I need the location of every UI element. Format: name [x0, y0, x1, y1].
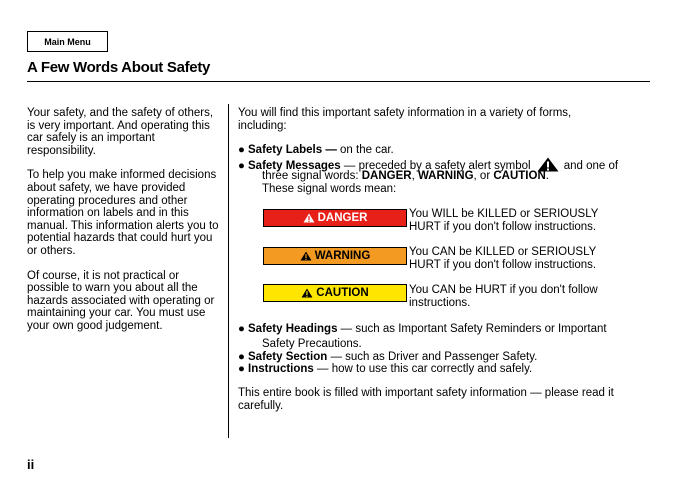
safety-section-term: Safety Section — [248, 351, 328, 363]
safety-headings-term: Safety Headings — [248, 323, 338, 335]
warning-desc-line: HURT if you don't follow instructions. — [409, 258, 597, 271]
page-title: A Few Words About Safety — [27, 59, 211, 76]
left-paragraph: To help you make informed decisions about safety, we have provided operating procedures and other information on labels and in this manual. This information alerts you to potential hazards that could hurt you or others. — [27, 169, 219, 257]
warning-label-text: WARNING — [314, 249, 371, 262]
signal-sep: , or — [473, 170, 494, 182]
closing-text: This entire book is filled with important safety information — please read it carefully. — [238, 387, 614, 412]
warning-desc-line: You CAN be KILLED or SERIOUSLY — [409, 246, 597, 258]
safety-messages-term: Safety Messages — [248, 160, 341, 172]
bullet-icon: ● — [238, 363, 245, 375]
page-number: ii — [27, 457, 35, 472]
safety-section-text: — such as Driver and Passenger Safety. — [327, 351, 538, 363]
instructions-term: Instructions — [248, 363, 314, 375]
warning-description — [409, 246, 629, 271]
title-rule — [27, 81, 650, 82]
instructions-text: — how to use this car correctly and safely. — [313, 363, 533, 375]
signal-sep: , — [411, 170, 418, 182]
safety-messages-tail: and one of — [560, 160, 619, 172]
signal-word-caution: CAUTION — [493, 170, 546, 182]
warning-label — [263, 247, 407, 265]
safety-headings-text2: Safety Precautions. — [262, 338, 362, 350]
bullet-safety-section — [238, 351, 650, 364]
signal-words-mean: These signal words mean: — [262, 183, 397, 195]
caution-description — [409, 284, 629, 309]
column-divider — [228, 104, 229, 438]
danger-description — [409, 208, 629, 233]
danger-alert-icon — [303, 213, 315, 223]
safety-messages-text: — preceded by a safety alert symbol — [340, 160, 531, 172]
signal-word-danger: DANGER — [361, 170, 412, 182]
bullet-icon: ● — [238, 144, 245, 156]
signal-words-line — [262, 170, 652, 183]
caution-alert-icon — [301, 288, 313, 298]
danger-desc-line: You WILL be KILLED or SERIOUSLY — [409, 208, 599, 220]
bullet-icon: ● — [238, 323, 245, 335]
right-column — [238, 107, 650, 412]
bullet-instructions — [238, 363, 650, 376]
safety-headings-text: — such as Important Safety Reminders or Important — [337, 323, 607, 335]
bullet-icon: ● — [238, 160, 245, 172]
caution-label — [263, 284, 407, 302]
caution-desc-line: You CAN be HURT if you don't follow — [409, 284, 598, 296]
bullet-safety-labels — [238, 144, 650, 157]
danger-desc-line: HURT if you don't follow instructions. — [409, 220, 597, 233]
caution-desc-line: instructions. — [409, 296, 471, 309]
safety-labels-term: Safety Labels — — [248, 144, 337, 156]
danger-label-text: DANGER — [317, 211, 368, 224]
left-paragraph: Your safety, and the safety of others, is very important. And operating this car safely is an important responsibility. — [27, 107, 214, 157]
main-menu-button[interactable]: Main Menu — [27, 31, 108, 52]
signal-end: . — [545, 170, 549, 182]
left-paragraph: Of course, it is not practical or possible to warn you about all the hazards associated with operating or maintaining your car. You must use your own good judgement. — [27, 269, 215, 332]
signal-line-prefix: three signal words: — [262, 170, 362, 182]
warning-alert-icon — [300, 251, 312, 261]
signal-word-warning: WARNING — [417, 170, 474, 182]
left-column — [27, 107, 223, 345]
intro-text: You will find this important safety information in a variety of forms, including: — [238, 107, 572, 132]
danger-label — [263, 209, 407, 227]
caution-label-text: CAUTION — [316, 286, 369, 299]
safety-labels-text: on the car. — [336, 144, 394, 156]
bullet-safety-headings — [238, 323, 650, 336]
bullet-icon: ● — [238, 351, 245, 363]
